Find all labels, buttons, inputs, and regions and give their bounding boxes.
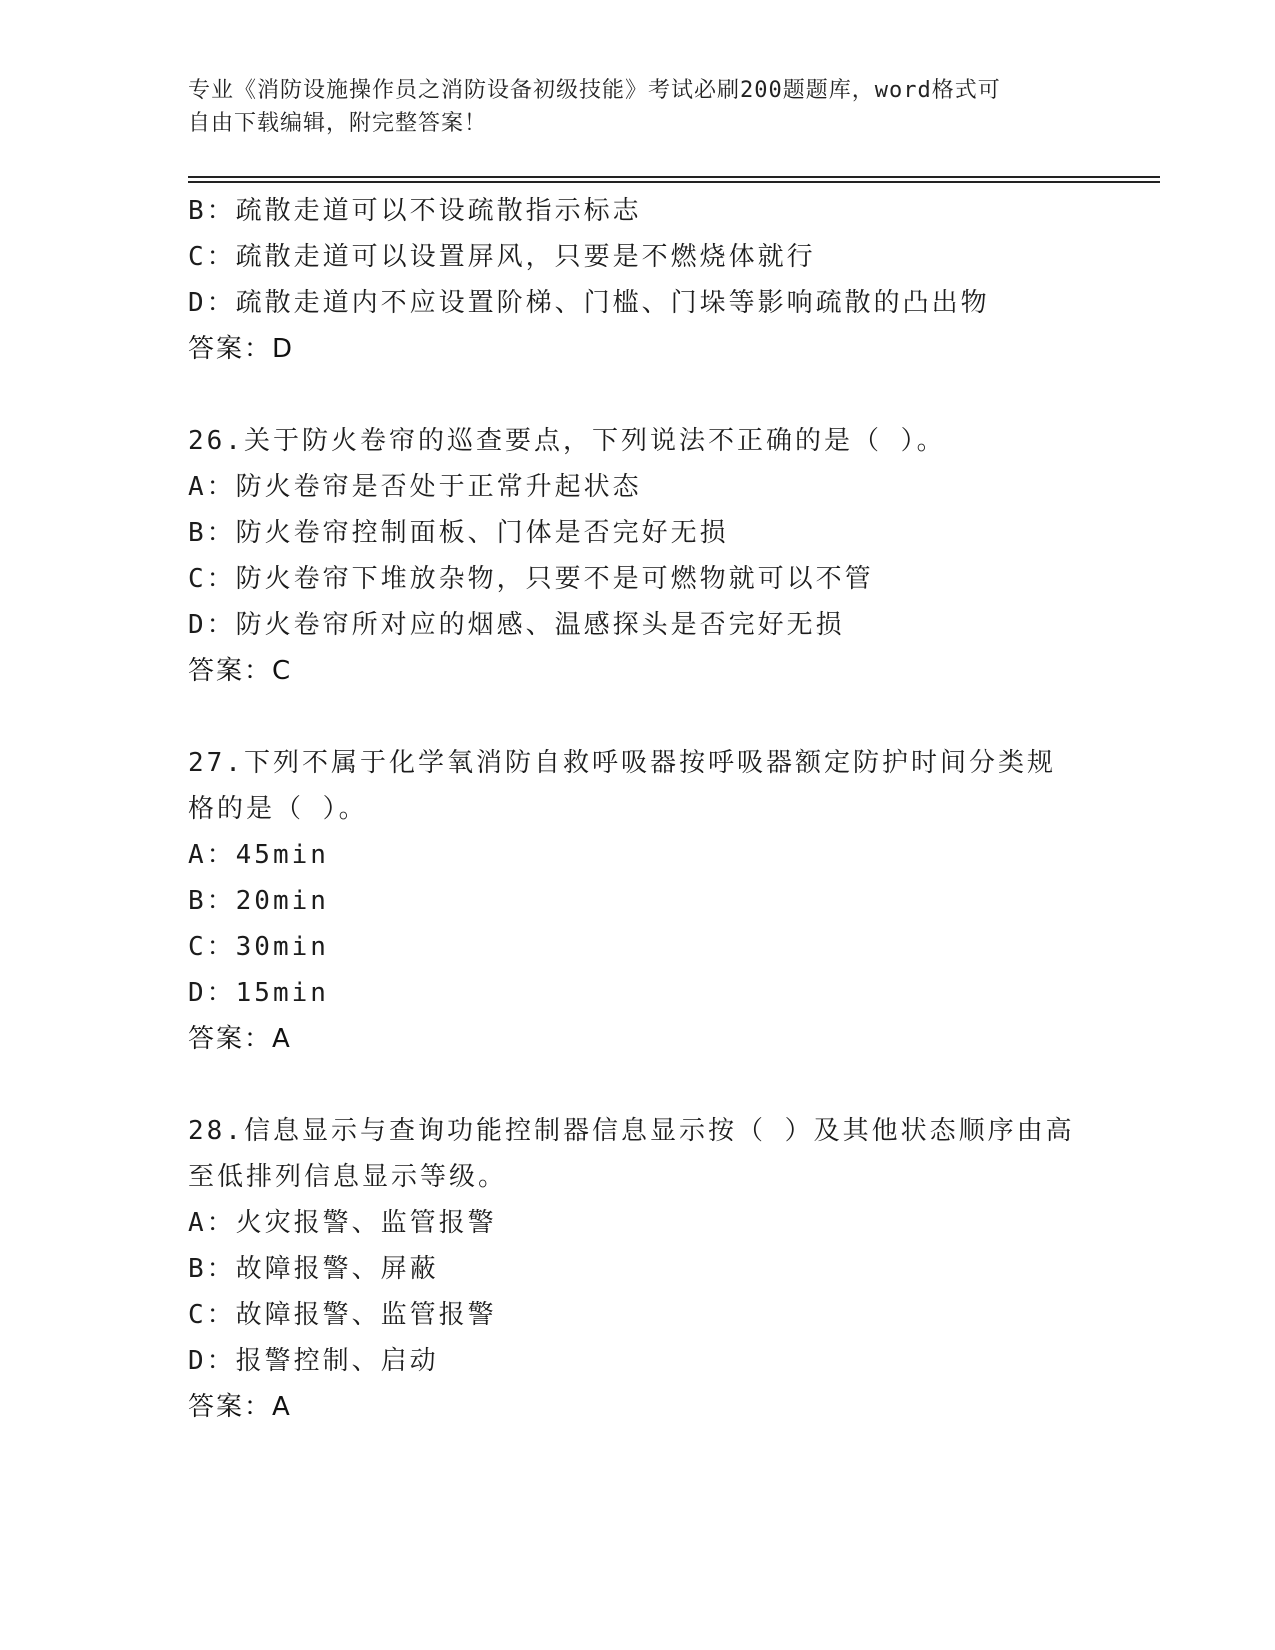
spacer	[188, 1062, 1088, 1108]
option-d: D：疏散走道内不应设置阶梯、门槛、门垛等影响疏散的凸出物	[188, 288, 990, 318]
option-b: B：20min	[188, 886, 329, 916]
header-line-1: 专业《消防设施操作员之消防设备初级技能》考试必刷200题题库，word格式可	[188, 78, 1001, 103]
answer: 答案：A	[188, 1392, 292, 1422]
option-a: A：45min	[188, 840, 329, 870]
spacer	[188, 372, 1088, 418]
option-d: D：报警控制、启动	[188, 1346, 439, 1376]
answer: 答案：D	[188, 334, 295, 364]
question-stem: 26.关于防火卷帘的巡查要点，下列说法不正确的是（ ）。	[188, 426, 946, 456]
option-b: B：疏散走道可以不设疏散指示标志	[188, 196, 642, 226]
answer: 答案：A	[188, 1024, 292, 1054]
option-b: B：防火卷帘控制面板、门体是否完好无损	[188, 518, 729, 548]
document-header	[188, 74, 1088, 140]
question-stem: 27.下列不属于化学氧消防自救呼吸器按呼吸器额定防护时间分类规格的是（ ）。	[188, 748, 1056, 824]
option-c: C：30min	[188, 932, 329, 962]
option-d: D：15min	[188, 978, 329, 1008]
option-c: C：防火卷帘下堆放杂物，只要不是可燃物就可以不管	[188, 564, 874, 594]
question-28	[188, 1108, 1088, 1430]
option-d: D：防火卷帘所对应的烟感、温感探头是否完好无损	[188, 610, 845, 640]
header-line-2: 自由下载编辑，附完整答案！	[188, 111, 488, 136]
header-divider-top	[188, 176, 1160, 178]
option-c: C：疏散走道可以设置屏风，只要是不燃烧体就行	[188, 242, 816, 272]
header-divider-bottom	[188, 181, 1160, 183]
document-body	[188, 188, 1088, 1430]
question-26	[188, 418, 1088, 694]
option-a: A：火灾报警、监管报警	[188, 1208, 497, 1238]
option-b: B：故障报警、屏蔽	[188, 1254, 439, 1284]
answer: 答案：C	[188, 656, 293, 686]
spacer	[188, 694, 1088, 740]
option-a: A：防火卷帘是否处于正常升起状态	[188, 472, 642, 502]
question-27	[188, 740, 1088, 1062]
question-25-fragment	[188, 188, 1088, 372]
option-c: C：故障报警、监管报警	[188, 1300, 497, 1330]
question-stem: 28.信息显示与查询功能控制器信息显示按（ ）及其他状态顺序由高至低排列信息显示等级。	[188, 1116, 1075, 1192]
